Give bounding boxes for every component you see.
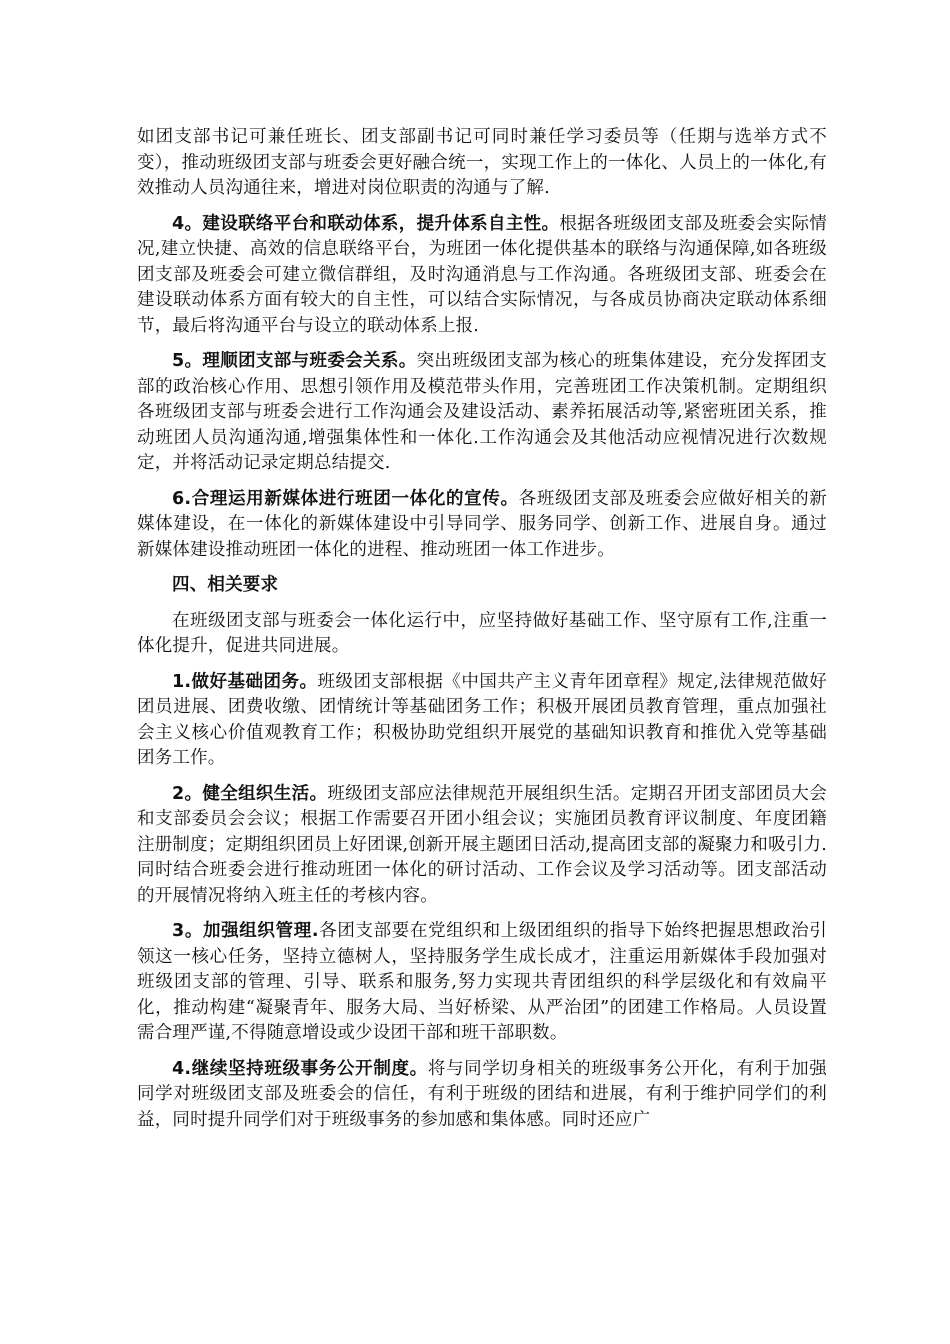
paragraph-text: 各班级团支部及班委会应做好相关的新媒体建设，在一体化的新媒体建设中引导同学、服务同学、创新工作、进展自身。通过新媒体建设推动班团一体化的进程、推动班团一体工作进步。 bbox=[137, 488, 827, 560]
paragraph-continuation bbox=[137, 125, 827, 202]
paragraph-text: 班级团支部应法律规范开展组织生活。定期召开团支部团员大会和支部委员会会议；根据工作需要召开团小组会议；实施团员教育评议制度、年度团籍注册制度；定期组织团员上好团课,创新开展主题团日活动,提高团支部的凝聚力和吸引力.同时结合班委会进行推动班团一体化的研讨活动、工作会议及学习活动等。团支部活动的开展情况将纳入班主任的考核内容。 bbox=[137, 783, 827, 906]
requirement-item-2 bbox=[137, 782, 827, 910]
requirement-item-1 bbox=[137, 670, 827, 772]
requirement-item-3 bbox=[137, 919, 827, 1047]
paragraph-text: 根据各班级团支部及班委会实际情况,建立快捷、高效的信息联络平台，为班团一体化提供基本的联络与沟通保障,如各班级团支部及班委会可建立微信群组，及时沟通消息与工作沟通。各班级团支部、班委会在建设联动体系方面有较大的自主性，可以结合实际情况，与各成员协商决定联动体系细节，最后将沟通平台与设立的联动体系上报. bbox=[137, 213, 827, 336]
requirement-item-4 bbox=[137, 1057, 827, 1134]
paragraph-heading: 6.合理运用新媒体进行班团一体化的宣传。 bbox=[172, 488, 519, 509]
paragraph-heading: 4.继续坚持班级事务公开制度。 bbox=[172, 1058, 428, 1079]
paragraph-text: 将与同学切身相关的班级事务公开化，有利于加强同学对班级团支部及班委会的信任，有利于班级的团结和进展，有利于维护同学们的利益，同时提升同学们对于班级事务的参加感和集体感。同时还应广 bbox=[137, 1058, 828, 1130]
paragraph-text: 各团支部要在党组织和上级团组织的指导下始终把握思想政治引领这一核心任务，坚持立德树人，坚持服务学生成长成才，注重运用新媒体手段加强对班级团支部的管理、引导、联系和服务,努力实现共青团组织的科学层级化和有效扁平化，推动构建“凝聚青年、服务大局、当好桥梁、从严治团”的团建工作格局。人员设置需合理严谨,不得随意增设或少设团干部和班干部职数。 bbox=[137, 921, 827, 1043]
paragraph-item-6 bbox=[137, 487, 827, 564]
paragraph-item-5 bbox=[137, 349, 827, 477]
paragraph-text: 如团支部书记可兼任班长、团支部副书记可同时兼任学习委员等（任期与选举方式不变），推动班级团支部与班委会更好融合统一，实现工作上的一体化、人员上的一体化,有效推动人员沟通往来，增进对岗位职责的沟通与了解. bbox=[137, 127, 827, 198]
paragraph-text: 班级团支部根据《中国共产主义青年团章程》规定,法律规范做好团员进展、团费收缴、团情统计等基础团务工作；积极开展团员教育管理，重点加强社会主义核心价值观教育工作；积极协助党组织开展党的基础知识教育和推优入党等基础团务工作。 bbox=[137, 671, 827, 768]
paragraph-item-4 bbox=[137, 212, 827, 340]
paragraph-heading: 4。建设联络平台和联动体系，提升体系自主性。 bbox=[172, 213, 560, 234]
paragraph-heading: 2。健全组织生活。 bbox=[172, 783, 328, 804]
paragraph-heading: 1.做好基础团务。 bbox=[172, 671, 318, 692]
paragraph-text: 在班级团支部与班委会一体化运行中，应坚持做好基础工作、坚守原有工作,注重一体化提升，促进共同进展。 bbox=[137, 610, 827, 656]
paragraph-heading: 5。理顺团支部与班委会关系。 bbox=[172, 351, 417, 371]
section-title: 四、相关要求 bbox=[172, 575, 279, 595]
document-page bbox=[137, 125, 827, 1143]
section-intro bbox=[137, 609, 827, 660]
paragraph-text: 突出班级团支部为核心的班集体建设，充分发挥团支部的政治核心作用、思想引领作用及模范带头作用，完善班团工作决策机制。定期组织各班级团支部与班委会进行工作沟通会及建设活动、素养拓展活动等,紧密班团关系，推动班团人员沟通沟通,增强集体性和一体化.工作沟通会及其他活动应视情况进行次数规定，并将活动记录定期总结提交. bbox=[137, 351, 827, 473]
paragraph-heading: 3。加强组织管理. bbox=[172, 921, 319, 941]
